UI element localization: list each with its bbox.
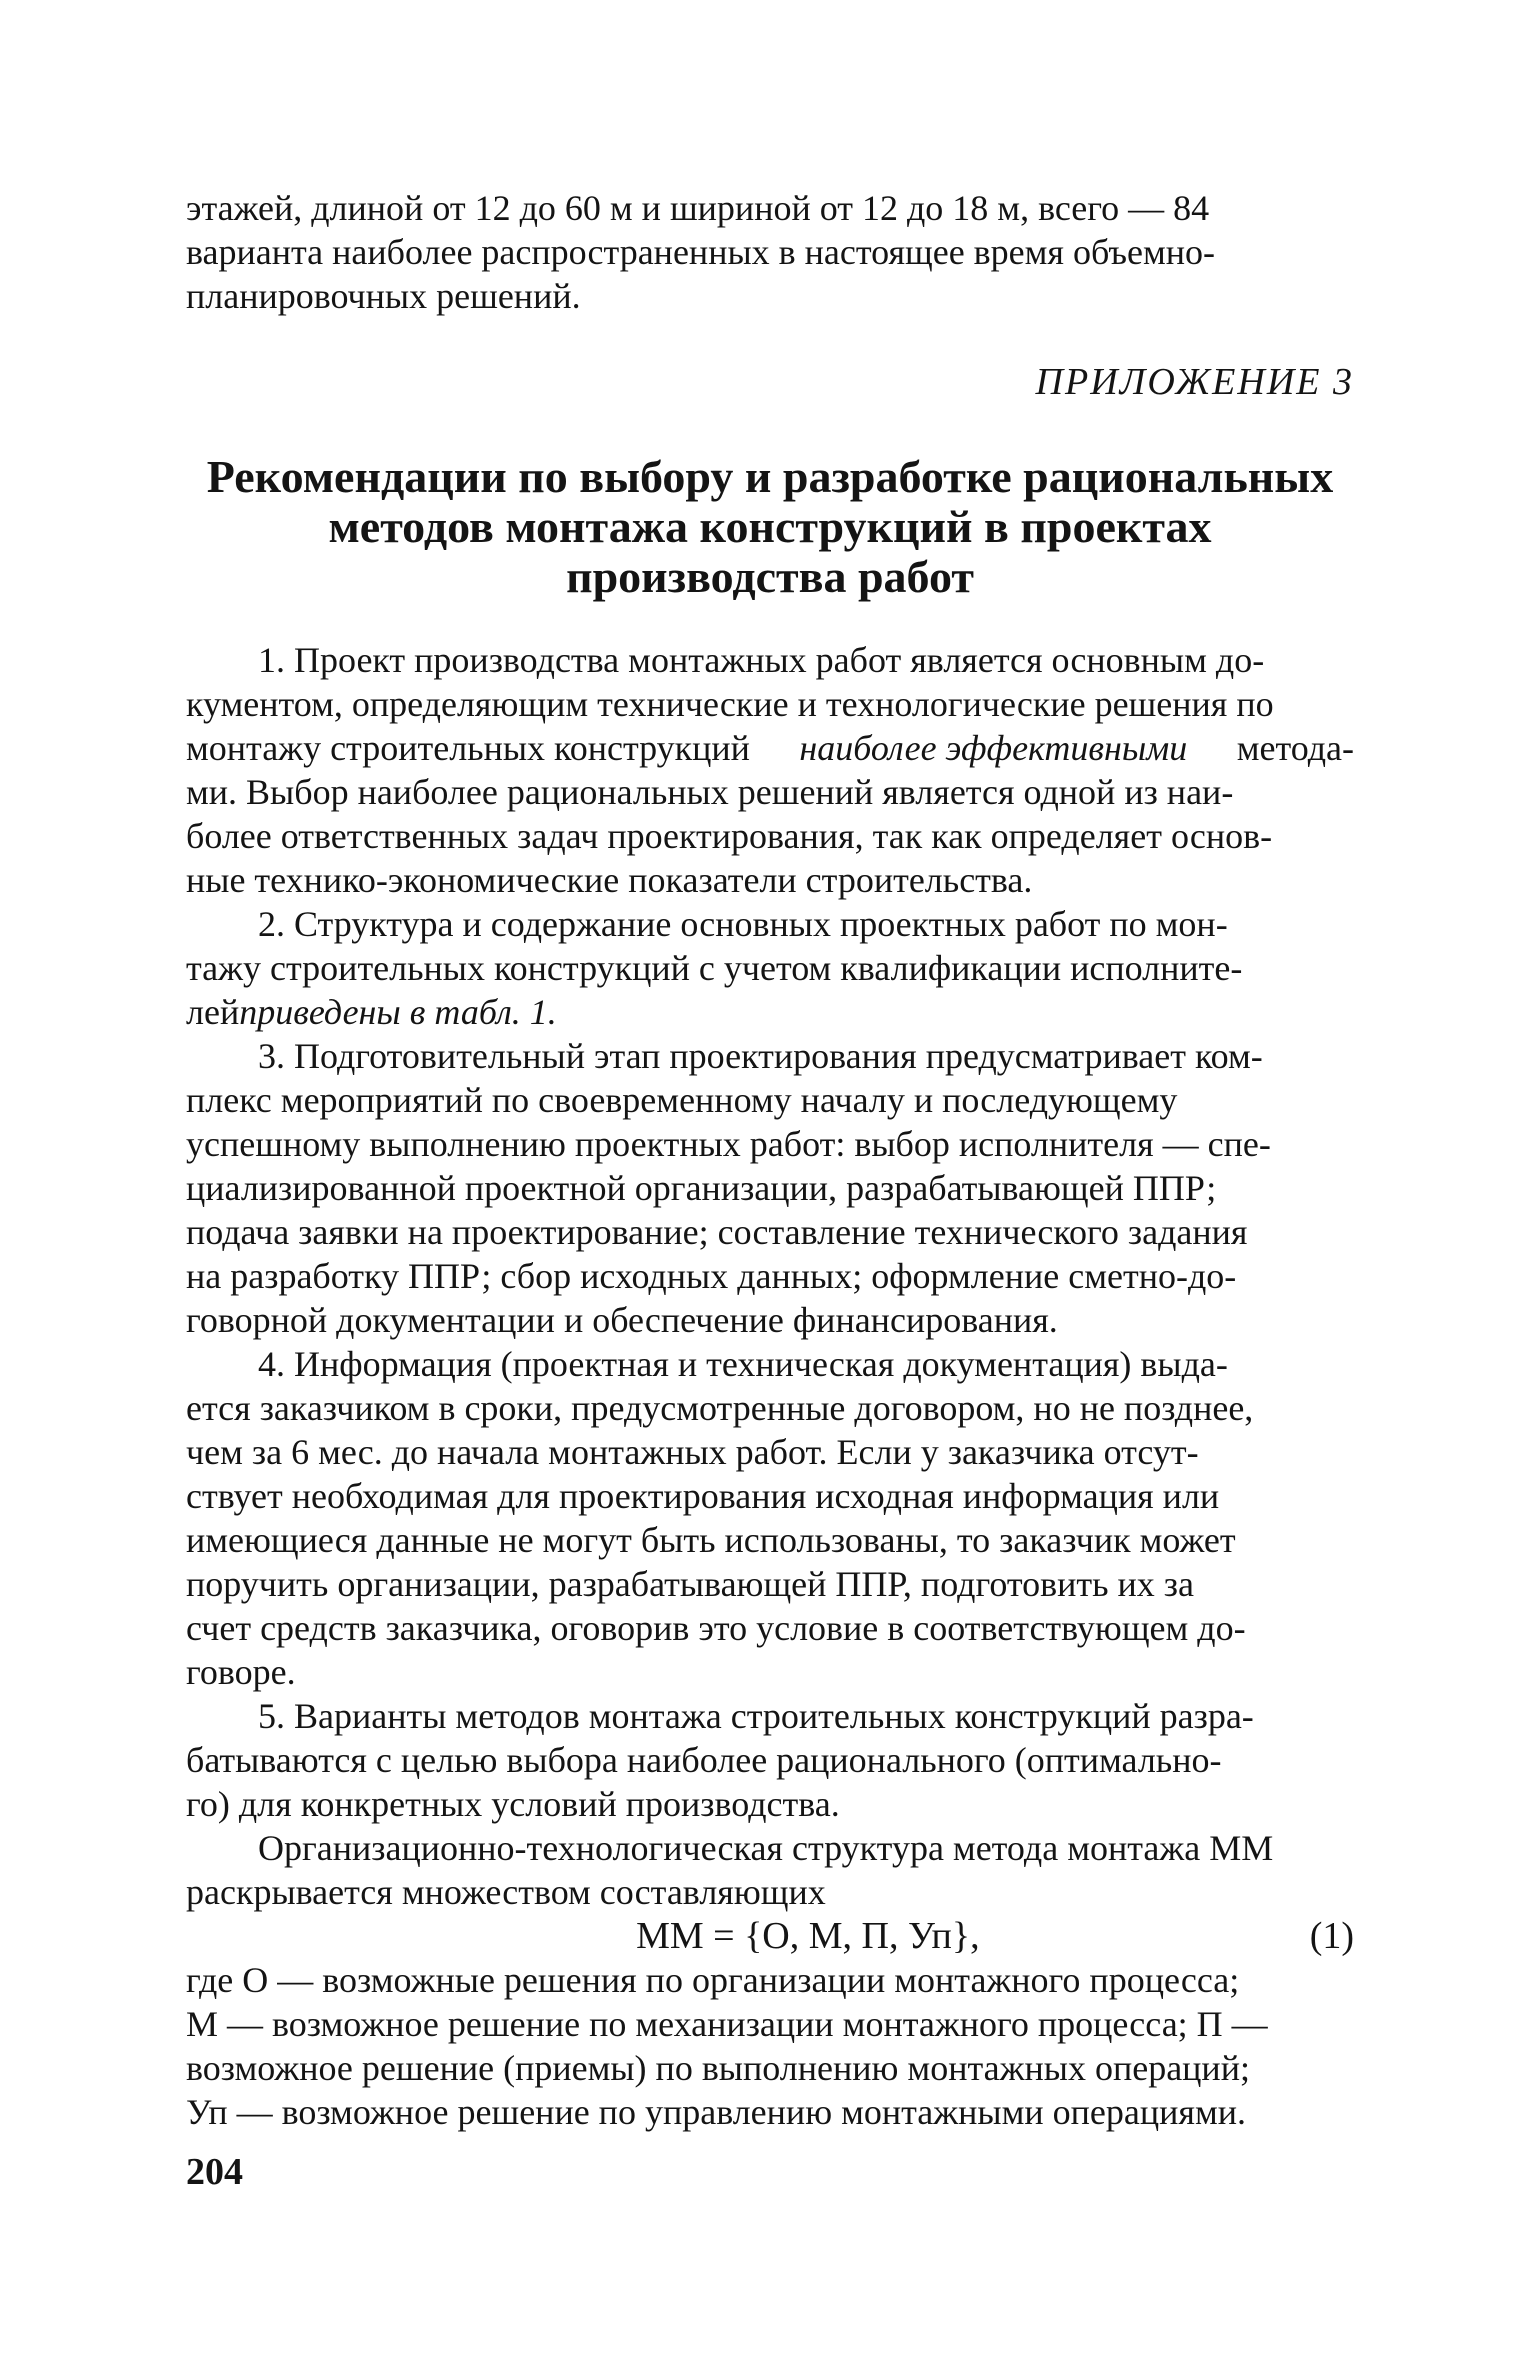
text-line: варианта наиболее распространенных в настоящее время объемно- <box>186 232 1216 272</box>
text-line: успешному выполнению проектных работ: выбор исполнителя — спе- <box>186 1124 1271 1164</box>
text-line: говоре. <box>186 1652 296 1692</box>
text-line: имеющиеся данные не могут быть использованы, то заказчик может <box>186 1520 1236 1560</box>
text-line: планировочных решений. <box>186 276 581 316</box>
text-line: на разработку ППР; сбор исходных данных; оформление сметно-до- <box>186 1256 1237 1296</box>
text-line: 3. Подготовительный этап проектирования предусматривает ком- <box>258 1036 1263 1076</box>
text-line: ные технико-экономические показатели строительства. <box>186 860 1033 900</box>
text-line: тажу строительных конструкций с учетом квалификации исполните- <box>186 948 1243 988</box>
formula-number: (1) <box>1309 1915 1354 1957</box>
text-line: 5. Варианты методов монтажа строительных конструкций разра- <box>258 1696 1254 1736</box>
text-fragment: монтажу строительных конструкций <box>186 728 750 768</box>
text-line: более ответственных задач проектирования, так как определяет основ- <box>186 816 1273 856</box>
text-fragment: метода- <box>1236 728 1354 768</box>
title-line: методов монтажа конструкций в проектах <box>328 501 1212 552</box>
text-line: поручить организации, разрабатывающей ППР, подготовить их за <box>186 1564 1194 1604</box>
text-line: батываются с целью выбора наиболее рационального (оптимально- <box>186 1740 1222 1780</box>
body-text <box>186 638 1354 2134</box>
text-line: говорной документации и обеспечение финансирования. <box>186 1300 1058 1340</box>
text-line: Уп — возможное решение по управлению монтажными операциями. <box>186 2092 1247 2132</box>
text-line: где О — возможные решения по организации монтажного процесса; <box>186 1960 1240 2000</box>
text-line: М — возможное решение по механизации монтажного процесса; П — <box>186 2004 1268 2044</box>
text-line: кументом, определяющим технические и технологические решения по <box>186 684 1274 724</box>
title-line: Рекомендации по выбору и разработке рациональных <box>206 451 1334 502</box>
text-line: этажей, длиной от 12 до 60 м и шириной от 12 до 18 м, всего — 84 <box>186 188 1210 228</box>
text-line <box>186 726 1354 770</box>
italic-fragment: приведены в табл. 1. <box>239 992 557 1032</box>
text-line: 1. Проект производства монтажных работ является основным до- <box>258 640 1265 680</box>
appendix-label: ПРИЛОЖЕНИЕ 3 <box>1035 361 1354 403</box>
formula-1 <box>186 1914 1354 1958</box>
text-line: циализированной проектной организации, разрабатывающей ППР; <box>186 1168 1217 1208</box>
page-number: 204 <box>186 2151 243 2193</box>
text-line: 2. Структура и содержание основных проектных работ по мон- <box>258 904 1228 944</box>
title-line: производства работ <box>566 551 974 602</box>
text-line: ствует необходимая для проектирования исходная информация или <box>186 1476 1220 1516</box>
section-title <box>186 452 1354 602</box>
text-line: го) для конкретных условий производства. <box>186 1784 840 1824</box>
text-line: плекс мероприятий по своевременному началу и последующему <box>186 1080 1178 1120</box>
intro-paragraph <box>186 186 1354 318</box>
text-line <box>186 990 1354 1034</box>
text-line: раскрывается множеством составляющих <box>186 1872 826 1912</box>
text-line: ется заказчиком в сроки, предусмотренные договором, но не позднее, <box>186 1388 1254 1428</box>
text-line: подача заявки на проектирование; составление технического задания <box>186 1212 1248 1252</box>
text-line: 4. Информация (проектная и техническая документация) выда- <box>258 1344 1228 1384</box>
formula-expression: ММ = {О, М, П, Уп}, <box>636 1915 980 1957</box>
text-line: Организационно-технологическая структура метода монтажа ММ <box>258 1828 1274 1868</box>
italic-fragment: наиболее эффективными <box>799 728 1188 768</box>
text-line: счет средств заказчика, оговорив это условие в соответствующем до- <box>186 1608 1246 1648</box>
text-line: ми. Выбор наиболее рациональных решений является одной из наи- <box>186 772 1234 812</box>
text-fragment: лей <box>186 992 240 1032</box>
text-line: чем за 6 мес. до начала монтажных работ. Если у заказчика отсут- <box>186 1432 1199 1472</box>
text-line: возможное решение (приемы) по выполнению монтажных операций; <box>186 2048 1250 2088</box>
